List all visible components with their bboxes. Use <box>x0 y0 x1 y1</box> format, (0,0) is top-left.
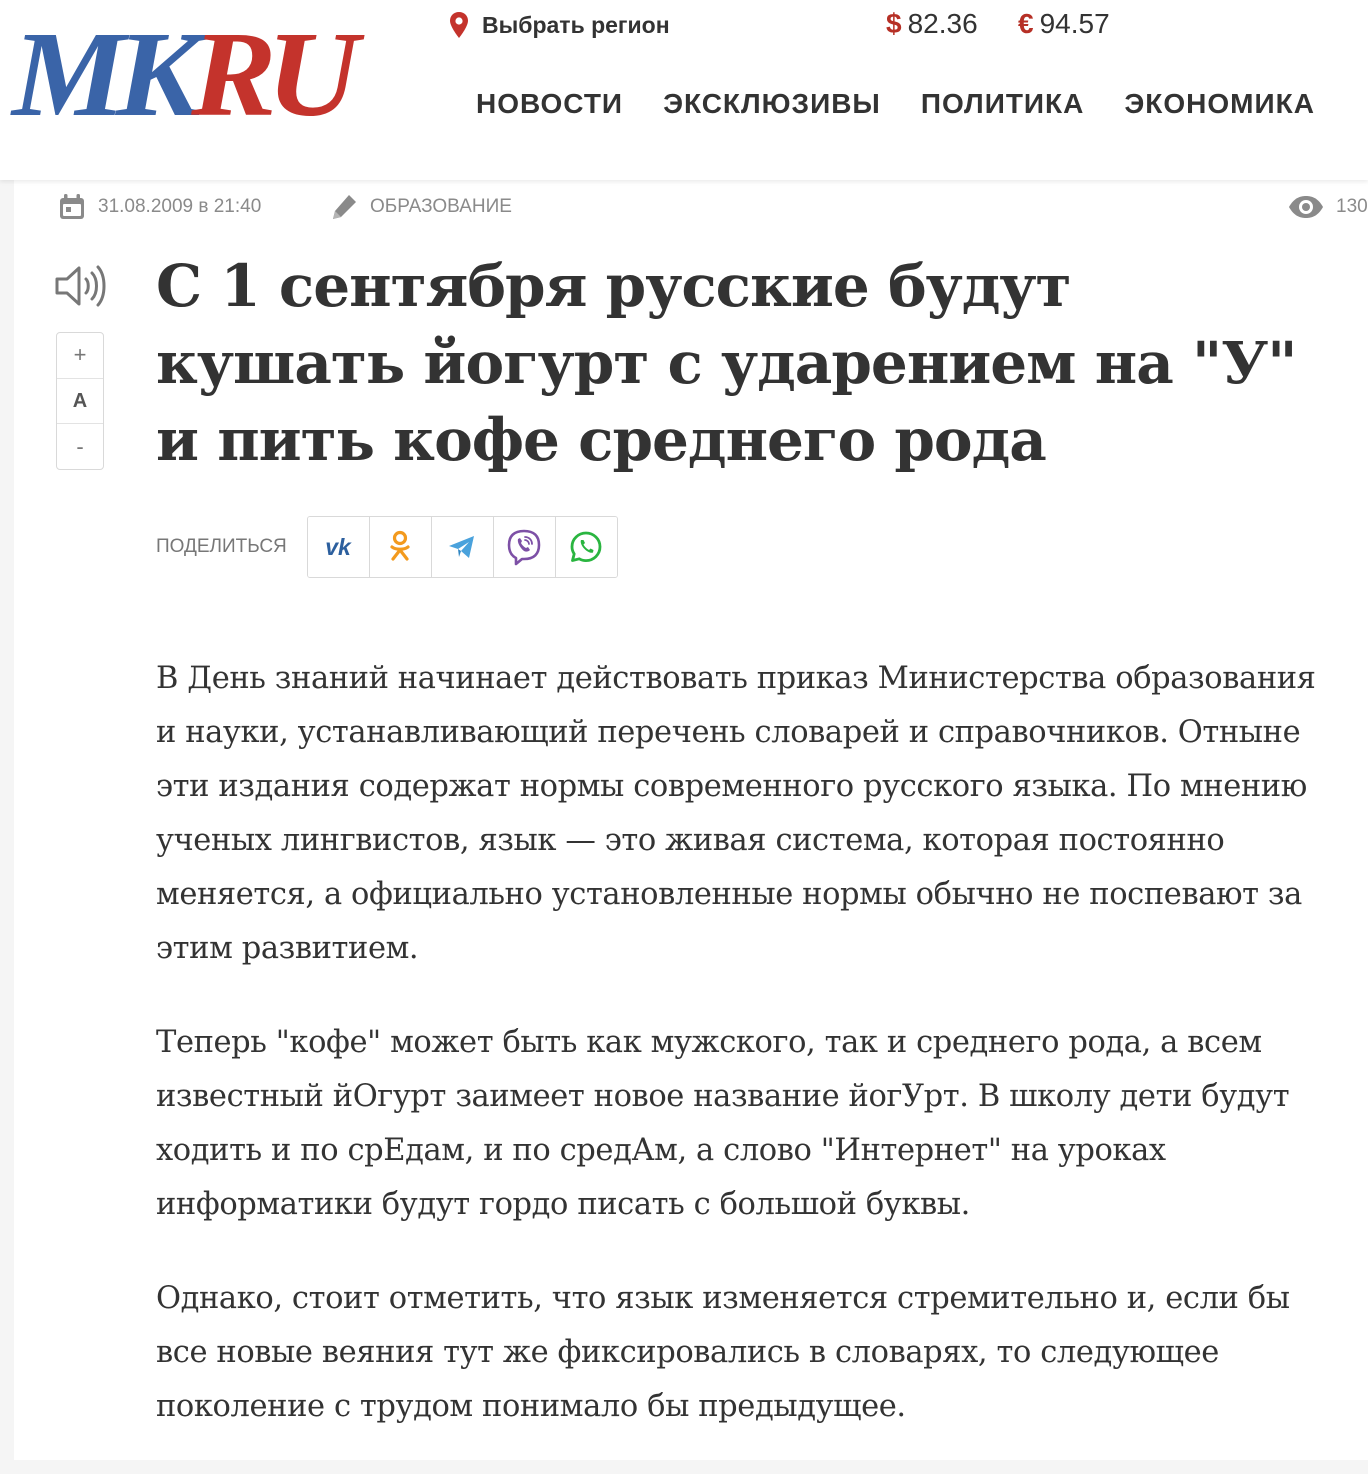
article-paragraph: Однако, стоит отметить, что язык изменяется стремительно и, если бы все новые веяния тут же фиксировались в словарях, то следующее поколение с трудом понимало бы предыдущее. <box>156 1281 1290 1424</box>
location-pin-icon <box>448 11 470 39</box>
mk-ru-logo[interactable] <box>12 6 349 142</box>
logo-mk: MK <box>12 6 192 142</box>
article-headline: С 1 сентября русские будут кушать йогурт с ударением на "У" и пить кофе среднего рода <box>156 252 1297 474</box>
article-body <box>156 652 1316 1474</box>
svg-text:vk: vk <box>325 534 352 560</box>
category-text: ОБРАЗОВАНИЕ <box>370 196 512 217</box>
share-viber-button[interactable] <box>493 517 555 577</box>
article-views <box>1288 192 1368 222</box>
region-label: Выбрать регион <box>482 11 670 38</box>
share-block <box>156 516 618 578</box>
font-size-controls <box>56 332 104 470</box>
logo-ru: RU <box>191 6 349 142</box>
site-header <box>0 0 1368 180</box>
eye-icon <box>1288 194 1324 220</box>
views-count: 130 <box>1336 196 1368 217</box>
dollar-icon: $ <box>886 8 902 39</box>
vk-icon <box>316 534 360 560</box>
article-paragraph: В День знаний начинает действовать приказ Министерства образования и науки, устанавливающий перечень словарей и справочников. Отныне эти издания содержат нормы современного русского языка. По мнению ученых лингвистов, язык — это живая система, которая постоянно меняется, а официально установленные нормы обычно не поспевают за этим развитием. <box>156 661 1316 966</box>
font-reset-button[interactable]: A <box>57 378 103 424</box>
telegram-icon <box>447 534 477 560</box>
font-decrease-button[interactable]: - <box>57 423 103 469</box>
font-increase-button[interactable]: + <box>73 342 87 368</box>
usd-rate <box>886 8 978 40</box>
viber-icon <box>505 528 543 566</box>
calendar-icon <box>58 193 86 221</box>
nav-item-economy[interactable]: ЭКОНОМИКА <box>1124 88 1315 119</box>
nav-item-news[interactable]: НОВОСТИ <box>476 88 624 119</box>
share-whatsapp-button[interactable] <box>555 517 617 577</box>
region-selector[interactable] <box>448 10 670 40</box>
nav-item-politics[interactable]: ПОЛИТИКА <box>920 88 1085 119</box>
eur-rate <box>1018 8 1110 40</box>
article-date <box>58 192 261 222</box>
date-text: 31.08.2009 в 21:40 <box>98 196 262 217</box>
odnoklassniki-icon <box>388 530 412 564</box>
share-buttons <box>307 516 618 578</box>
share-ok-button[interactable] <box>369 517 431 577</box>
usd-rate-value: 82.36 <box>907 8 978 39</box>
whatsapp-icon <box>569 530 603 564</box>
eur-rate-value: 94.57 <box>1039 8 1110 39</box>
speaker-icon[interactable] <box>54 262 106 310</box>
euro-icon: € <box>1018 8 1034 39</box>
share-label: ПОДЕЛИТЬСЯ <box>156 536 287 557</box>
nav-item-exclusives[interactable]: ЭКСКЛЮЗИВЫ <box>663 88 881 119</box>
article-category[interactable] <box>330 192 512 222</box>
share-vk-button[interactable] <box>308 517 369 577</box>
share-telegram-button[interactable] <box>431 517 493 577</box>
pencil-icon <box>330 193 358 221</box>
main-nav <box>476 88 1315 128</box>
article-paragraph: Теперь "кофе" может быть как мужского, так и среднего рода, а всем известный йОгурт заимеет новое название йогУрт. В школу дети будут ходить и по срЕдам, и по средАм, а слово "Интернет" на уроках информатики будут гордо писать с большой буквы. <box>156 1025 1290 1222</box>
